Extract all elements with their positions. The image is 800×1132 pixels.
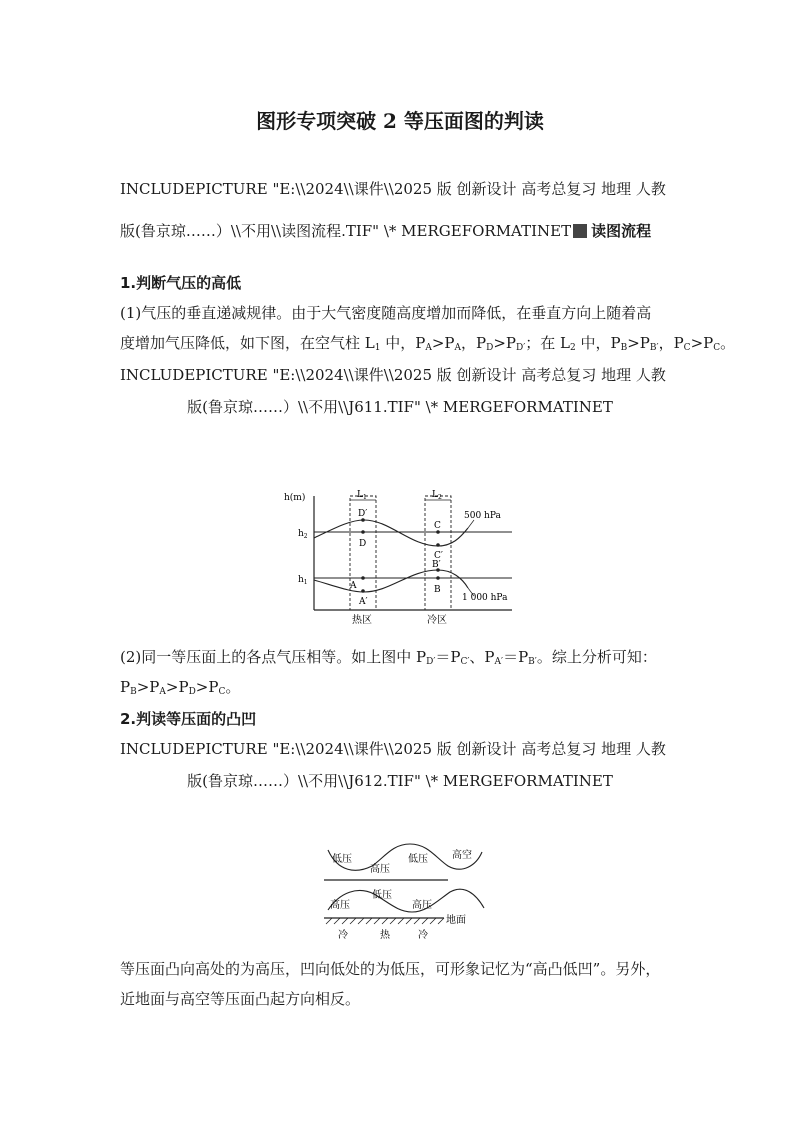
include-field-1-line2 xyxy=(120,220,651,241)
isobar-500-label: 500 hPa xyxy=(464,511,501,521)
isobar-1000hPa xyxy=(314,570,468,592)
section1-heading: 1.判断气压的高低 xyxy=(120,274,242,292)
include-field-3-line1: INCLUDEPICTURE "E:\\2024\\课件\\2025 版 创新设计 高考总复习 地理 人教 xyxy=(120,740,666,758)
para2-line2: $P_B>P_A>P_D>P_C$。 xyxy=(120,678,241,697)
lower-mid-low: 低压 xyxy=(372,890,392,901)
para2-line1: (2)同一等压面上的各点气压相等。如上图中 $P_{D'}=P_{C'}$、$P_{A'}=P_{B'}$。综上分析可知： xyxy=(120,648,657,667)
point-A-prime: A′ xyxy=(359,597,368,607)
upper-left-low: 低压 xyxy=(332,854,352,865)
y-axis-label: h(m) xyxy=(284,493,306,503)
include-field-3-line2: 版(鲁京琼……）\\不用\\J612.TIF" \* MERGEFORMATINET xyxy=(187,772,613,790)
high-altitude-label: 高空 xyxy=(452,850,472,861)
ground-label: 地面 xyxy=(446,915,466,926)
hot-label: 热 xyxy=(380,930,390,941)
para1-line2: 度增加气压降低，如下图，在空气柱 $L_1$ 中，$P_A>P_A$，$P_D>P_{D'}$；在 $L_2$ 中，$P_B>P_{B'}$，$P_C>P_C$。 xyxy=(120,334,736,353)
lower-left-high: 高压 xyxy=(330,900,350,911)
point-B: B xyxy=(434,585,441,595)
isobar-figure-2 xyxy=(318,842,498,942)
include-field-1-line1: INCLUDEPICTURE "E:\\2024\\课件\\2025 版 创新设计 高考总复习 地理 人教 xyxy=(120,180,666,198)
isobar-1000-label: 1 000 hPa xyxy=(462,593,508,603)
point-D: D xyxy=(359,539,367,549)
upper-mid-high: 高压 xyxy=(370,864,390,875)
point-C-prime: C′ xyxy=(434,551,443,561)
flow-label: 读图流程 xyxy=(591,222,652,240)
page-title: 图形专项突破 2 等压面图的判读 xyxy=(256,109,544,133)
para2-line1-text: (2)同一等压面上的各点气压相等。如上图中 P xyxy=(120,648,427,666)
isobar-figure-1 xyxy=(280,480,530,630)
cold-zone-label: 冷区 xyxy=(427,615,447,626)
lower-right-high: 高压 xyxy=(412,900,432,911)
include-field-1-text: 版(鲁京琼……）\\不用\\读图流程.TIF" \* MERGEFORMATINET xyxy=(120,222,572,240)
para1-line2-text: 度增加气压降低，如下图，在空气柱 L xyxy=(120,334,375,352)
para2-line1-suffix: 。综上分析可知： xyxy=(536,648,657,666)
lower-isobar xyxy=(328,889,484,912)
point-A: A xyxy=(350,581,357,591)
isobar-500hPa xyxy=(314,520,468,546)
L2-label: $L_2$ xyxy=(432,490,442,501)
h1-label: $h_1$ xyxy=(298,575,308,586)
point-D-prime: D′ xyxy=(358,509,368,519)
ground-hatching xyxy=(326,918,444,924)
flow-marker-icon xyxy=(573,224,587,238)
para3-line2: 近地面与高空等压面凸起方向相反。 xyxy=(120,990,361,1008)
upper-right-low: 低压 xyxy=(408,854,428,865)
include-field-2-line2: 版(鲁京琼……）\\不用\\J611.TIF" \* MERGEFORMATINET xyxy=(187,398,613,416)
point-C: C xyxy=(434,521,441,531)
section2-heading: 2.判读等压面的凸凹 xyxy=(120,710,257,728)
include-field-2-line1: INCLUDEPICTURE "E:\\2024\\课件\\2025 版 创新设计 高考总复习 地理 人教 xyxy=(120,366,666,384)
cold-right-label: 冷 xyxy=(418,930,428,941)
point-B-prime: B′ xyxy=(432,560,441,570)
cold-left-label: 冷 xyxy=(338,930,348,941)
L1-label: $L_1$ xyxy=(357,490,367,501)
h2-label: $h_2$ xyxy=(298,529,308,540)
para3-line1: 等压面凸向高处的为高压，凹向低处的为低压，可形象记忆为“高凸低凹”。另外， xyxy=(120,960,661,978)
hot-zone-label: 热区 xyxy=(352,615,372,626)
para1-line1: (1)气压的垂直递减规律。由于大气密度随高度增加而降低，在垂直方向上随着高 xyxy=(120,304,652,322)
